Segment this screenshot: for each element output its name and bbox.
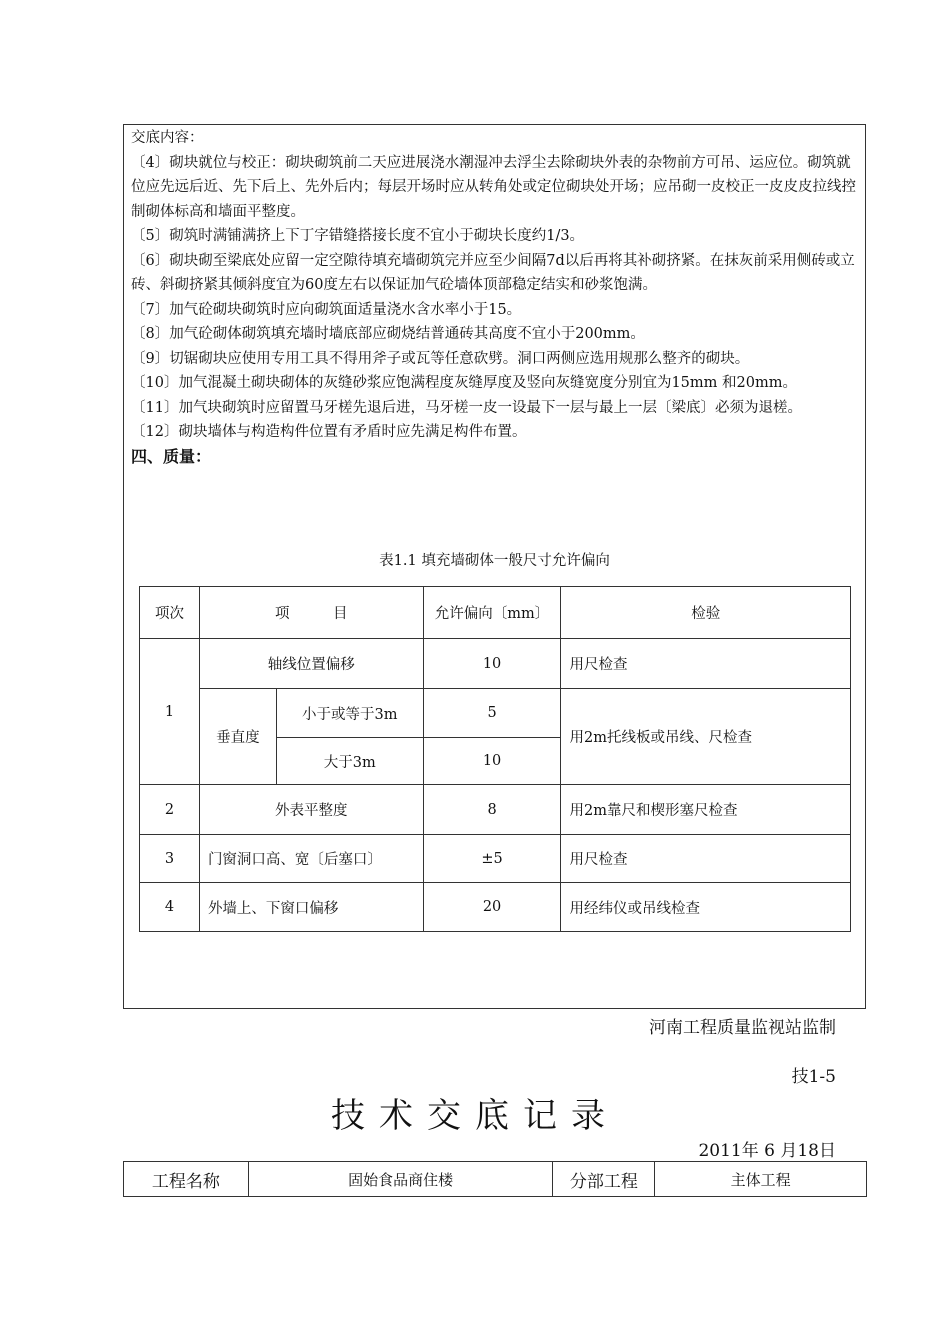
row-3-tolerance: ±5 [423, 835, 561, 883]
verticality-sub-2: 大于3m [276, 738, 423, 785]
project-info-table [123, 1161, 867, 1197]
paragraph-12: 〔12〕砌块墙体与构造构件位置有矛盾时应先满足构件布置。 [131, 424, 527, 440]
verticality-tol-2: 10 [423, 738, 561, 785]
row-1-check: 用尺检查 [561, 639, 851, 689]
row-1-item: 轴线位置偏移 [199, 639, 423, 689]
row-2-tolerance: 8 [423, 785, 561, 835]
paragraph-6: 〔6〕砌块砌至梁底处应留一定空隙待填充墙砌筑完并应至少间隔7d以后再将其补砌挤紧。在抹灰前采用侧砖或立砖、斜砌挤紧其倾斜度宜为60度左右以保证加气砼墙体顶部稳定结实和砂浆饱满。 [131, 252, 855, 293]
paragraph-11: 〔11〕加气块砌筑时应留置马牙槎先退后进，马牙槎一皮一设最下一层与最上一层〔梁底〕必须为退槎。 [131, 399, 802, 416]
project-info-row [124, 1162, 867, 1197]
table-row [140, 639, 851, 689]
table-header-row [140, 587, 851, 639]
verticality-check: 用2m托线板或吊线、尺检查 [561, 689, 851, 785]
section-label: 交底内容： [131, 130, 204, 146]
paragraph-9: 〔9〕切锯砌块应使用专用工具不得用斧子或瓦等任意砍劈。洞口两侧应选用规那么整齐的砌块。 [131, 350, 750, 367]
paragraph-10: 〔10〕加气混凝土砌块砌体的灰缝砂浆应饱满程度灰缝厚度及竖向灰缝宽度分别宜为15mm 和20mm。 [131, 375, 797, 391]
row-2-check: 用2m靠尺和楔形塞尺检查 [561, 785, 851, 835]
paragraph-7: 〔7〕加气砼砌块砌筑时应向砌筑面适量浇水含水率小于15。 [131, 301, 522, 318]
row-3-no: 3 [140, 835, 200, 883]
paragraph-4: 〔4〕砌块就位与校正：砌块砌筑前二天应进展浇水潮湿冲去浮尘去除砌块外表的杂物前方可吊、运应位。砌筑就位应先远后近、先下后上、先外后内；每层开场时应从转角处或定位砌块处开场；应吊砌一皮校正一皮皮皮拉线控制砌体标高和墙面平整度。 [131, 154, 856, 220]
record-date: 2011年 6 月18日 [698, 1141, 836, 1161]
row-1-tolerance: 10 [423, 639, 561, 689]
table-row [140, 883, 851, 932]
verticality-sub-1: 小于或等于3m [276, 689, 423, 738]
header-item: 项 目 [199, 587, 423, 639]
row-4-tolerance: 20 [423, 883, 561, 932]
project-name-value: 固始食品商住楼 [248, 1162, 553, 1197]
row-3-item: 门窗洞口高、宽〔后塞口〕 [199, 835, 423, 883]
row-4-item: 外墙上、下窗口偏移 [199, 883, 423, 932]
issuing-organization: 河南工程质量监视站监制 [649, 1018, 836, 1038]
table-caption: 表1.1 填充墙砌体一般尺寸允许偏向 [379, 553, 610, 569]
tolerance-table [139, 586, 851, 932]
verticality-label: 垂直度 [199, 689, 276, 785]
table-row [140, 785, 851, 835]
quality-heading: 四、质量： [131, 446, 212, 466]
row-3-check: 用尺检查 [561, 835, 851, 883]
row-4-check: 用经纬仪或吊线检查 [561, 883, 851, 932]
document-title: 技术交底记录 [331, 1096, 619, 1136]
row-2-item: 外表平整度 [199, 785, 423, 835]
division-value: 主体工程 [655, 1162, 867, 1197]
project-name-label: 工程名称 [124, 1162, 249, 1197]
division-label: 分部工程 [553, 1162, 655, 1197]
row-2-no: 2 [140, 785, 200, 835]
verticality-tol-1: 5 [423, 689, 561, 738]
table-row [140, 835, 851, 883]
form-id: 技1-5 [791, 1067, 836, 1087]
disclosure-content [131, 126, 861, 469]
header-tolerance: 允许偏向〔mm〕 [423, 587, 561, 639]
row-1-no: 1 [140, 639, 200, 785]
paragraph-8: 〔8〕加气砼砌体砌筑填充墙时墙底部应砌烧结普通砖其高度不宜小于200mm。 [131, 326, 645, 342]
header-no: 项次 [140, 587, 200, 639]
row-4-no: 4 [140, 883, 200, 932]
table-row [140, 689, 851, 738]
paragraph-5: 〔5〕砌筑时满铺满挤上下丁字错缝搭接长度不宜小于砌块长度约1/3。 [131, 228, 585, 244]
header-check: 检验 [561, 587, 851, 639]
